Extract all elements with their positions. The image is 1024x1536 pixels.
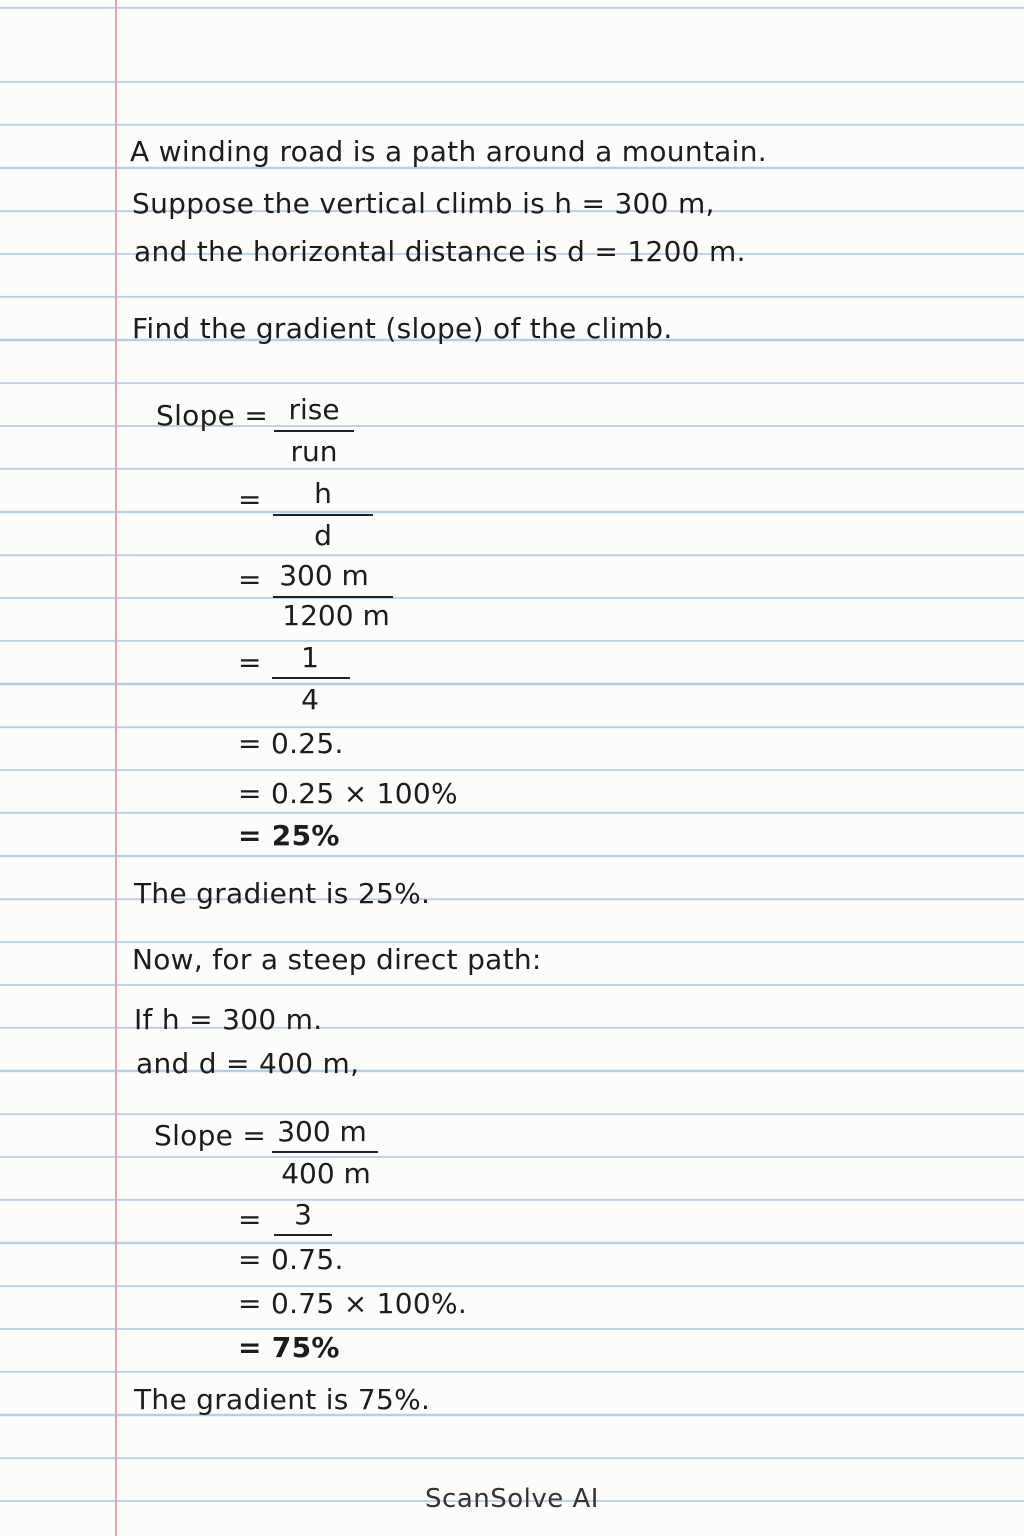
fraction-denominator: 1200 m bbox=[282, 599, 390, 632]
fraction-numerator: 300 m bbox=[279, 559, 369, 592]
fraction-denominator: run bbox=[290, 435, 338, 468]
fraction-denominator: 4 bbox=[301, 683, 319, 716]
problem-line-2: Suppose the vertical climb is h = 300 m, bbox=[132, 187, 715, 220]
fraction-numerator: rise bbox=[288, 393, 340, 426]
problem-question: Find the gradient (slope) of the climb. bbox=[132, 312, 673, 345]
fraction-denominator: 400 m bbox=[281, 1157, 371, 1190]
fraction-bar bbox=[274, 1234, 332, 1236]
fraction-numerator: h bbox=[314, 477, 332, 510]
equals-sign: = bbox=[238, 1203, 262, 1236]
fraction-bar bbox=[272, 677, 350, 679]
equals-sign: = bbox=[238, 563, 262, 596]
problem-line-3: and the horizontal distance is d = 1200 m. bbox=[134, 235, 746, 268]
fraction-bar bbox=[273, 514, 373, 516]
percent-conversion-step: = 0.75 × 100%. bbox=[238, 1287, 468, 1320]
fraction-numerator: 3 bbox=[294, 1198, 312, 1231]
decimal-step: = 0.25. bbox=[238, 727, 344, 760]
equals-sign: = bbox=[238, 483, 262, 516]
percent-conversion-step: = 0.25 × 100% bbox=[238, 777, 458, 810]
percent-result: = 75% bbox=[238, 1331, 340, 1364]
fraction-numerator: 300 m bbox=[277, 1115, 367, 1148]
equals-sign: = bbox=[238, 646, 262, 679]
part2-intro: Now, for a steep direct path: bbox=[132, 943, 542, 976]
notebook-margin-line bbox=[115, 0, 117, 1536]
fraction-bar bbox=[274, 430, 354, 432]
fraction-denominator: d bbox=[314, 519, 332, 552]
fraction-numerator: 1 bbox=[301, 641, 319, 674]
fraction-bar bbox=[273, 596, 393, 598]
given-d: and d = 400 m, bbox=[136, 1047, 360, 1080]
conclusion-1: The gradient is 25%. bbox=[134, 877, 431, 910]
footer-brand: ScanSolve AI bbox=[425, 1484, 599, 1514]
fraction-bar bbox=[272, 1151, 378, 1153]
slope-label: Slope = bbox=[156, 399, 269, 432]
conclusion-2: The gradient is 75%. bbox=[134, 1383, 431, 1416]
problem-line-1: A winding road is a path around a mountain. bbox=[130, 135, 767, 168]
slope-label: Slope = bbox=[154, 1119, 267, 1152]
decimal-step: = 0.75. bbox=[238, 1243, 344, 1276]
percent-result: = 25% bbox=[238, 819, 340, 852]
given-h: If h = 300 m. bbox=[134, 1003, 323, 1036]
